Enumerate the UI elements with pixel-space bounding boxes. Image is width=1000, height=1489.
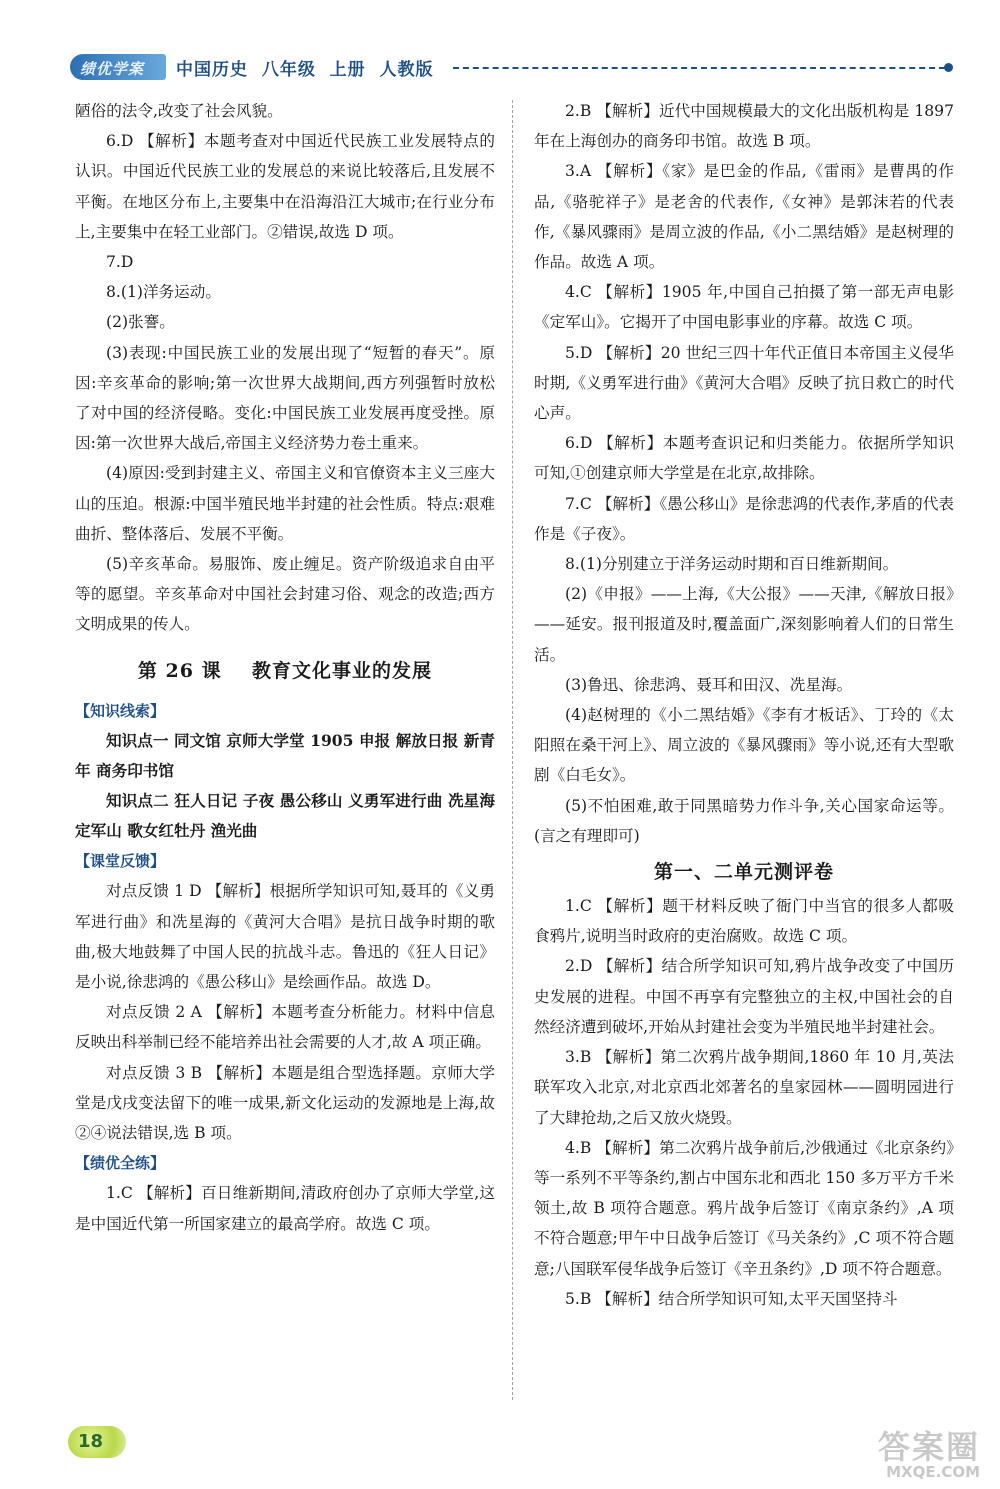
answer-7: 7.D xyxy=(106,253,134,272)
practice-answer-8-3: (3)鲁迅、徐悲鸿、聂耳和田汉、冼星海。 xyxy=(565,675,853,694)
answer-8-2: (2)张謇。 xyxy=(106,313,175,332)
header-dashed-rule xyxy=(453,67,945,69)
watermark-logo-text: 答案圈 xyxy=(877,1428,980,1466)
series-logo-text: 绩优学案 xyxy=(80,60,145,78)
page-number: 18 xyxy=(78,1431,104,1452)
header-rule-dot xyxy=(944,63,953,72)
feedback-3: 对点反馈 3 B 【解析】本题是组合型选择题。京师大学堂是戊戌变法留下的唯一成果,新文化运动的发源地是上海,故②④说法错误,选 B 项。 xyxy=(75,1063,495,1143)
practice-answer-8-1: 8.(1)分别建立于洋务运动时期和百日维新期间。 xyxy=(565,555,899,574)
left-column xyxy=(75,96,495,1239)
answer-8-3: (3)表现:中国民族工业的发展出现了“短暂的春天”。原因:辛亥革命的影响;第一次世界大战期间,西方列强暂时放松了对中国的经济侵略。变化:中国民族工业发展再度受挫。原因:第一次世界大战后,帝国主义经济势力卷土重来。 xyxy=(75,343,495,453)
practice-answer-4: 4.C 【解析】1905 年,中国自己拍摄了第一部无声电影《定军山》。它揭开了中国电影事业的序幕。故选 C 项。 xyxy=(534,283,954,332)
knowledge-point-1: 知识点一 同文馆 京师大学堂 1905 申报 解放日报 新青年 商务印书馆 xyxy=(75,730,495,780)
lesson-title: 第 26 课 教育文化事业的发展 xyxy=(137,659,433,682)
practice-answer-7: 7.C 【解析】《愚公移山》是徐悲鸿的代表作,茅盾的代表作是《子夜》。 xyxy=(534,494,954,543)
column-divider xyxy=(512,100,513,1400)
section-tag-feedback: 【课堂反馈】 xyxy=(75,852,166,871)
section-tag-practice: 【绩优全练】 xyxy=(75,1154,166,1173)
feedback-1: 对点反馈 1 D 【解析】根据所学知识可知,聂耳的《义勇军进行曲》和冼星海的《黄河大合唱》是抗日战争时期的歌曲,极大地鼓舞了中国人民的抗战斗志。鲁迅的《狂人日记》是小说,徐悲鸿的《愚公移山》是绘画作品。故选 D。 xyxy=(75,882,495,992)
right-column xyxy=(534,96,954,1314)
answer-8-4: (4)原因:受到封建主义、帝国主义和官僚资本主义三座大山的压迫。根源:中国半殖民地半封建的社会性质。特点:艰难曲折、整体落后、发展不平衡。 xyxy=(75,464,495,543)
practice-answer-8-5: (5)不怕困难,敢于同黑暗势力作斗争,关心国家命运等。(言之有理即可) xyxy=(534,796,954,845)
answer-8-1: 8.(1)洋务运动。 xyxy=(106,283,221,302)
practice-answer-1: 1.C 【解析】百日维新期间,清政府创办了京师大学堂,这是中国近代第一所国家建立的最高学府。故选 C 项。 xyxy=(75,1184,495,1233)
practice-answer-6: 6.D 【解析】本题考查识记和归类能力。依据所学知识可知,①创建京师大学堂是在北京,故排除。 xyxy=(534,434,954,483)
practice-answer-8-2: (2)《申报》——上海,《大公报》——天津,《解放日报》——延安。报刊报道及时,覆盖面广,深刻影响着人们的日常生活。 xyxy=(534,585,954,664)
answer-8-5: (5)辛亥革命。易服饰、废止缠足。资产阶级追求自由平等的愿望。辛亥革命对中国社会封建习俗、观念的改造;西方文明成果的传人。 xyxy=(75,555,495,634)
series-logo xyxy=(70,54,166,80)
unit-answer-3: 3.B 【解析】第二次鸦片战争期间,1860 年 10 月,英法联军攻入北京,对北京西北郊著名的皇家园林——圆明园进行了大肆抢劫,之后又放火烧毁。 xyxy=(534,1048,954,1127)
feedback-2: 对点反馈 2 A 【解析】本题考查分析能力。材料中信息反映出科举制已经不能培养出社会需要的人才,故 A 项正确。 xyxy=(75,1003,495,1052)
book-title: 中国历史 八年级 上册 人教版 xyxy=(176,60,434,80)
page-header xyxy=(70,52,955,84)
unit-answer-5: 5.B 【解析】结合所学知识可知,太平天国坚持斗 xyxy=(565,1289,898,1308)
site-watermark xyxy=(860,1430,980,1482)
page-number-badge xyxy=(68,1426,126,1458)
section-tag-knowledge: 【知识线索】 xyxy=(75,701,166,720)
unit-test-title: 第一、二单元测评卷 xyxy=(653,861,834,884)
watermark-url: MXQE.COM xyxy=(886,1463,980,1481)
practice-answer-5: 5.D 【解析】20 世纪三四十年代正值日本帝国主义侵华时期,《义勇军进行曲》《黄河大合唱》反映了抗日救亡的时代心声。 xyxy=(534,343,954,423)
knowledge-point-2: 知识点二 狂人日记 子夜 愚公移山 义勇军进行曲 冼星海 定军山 歌女红牡丹 渔光曲 xyxy=(75,791,495,841)
answer-6: 6.D 【解析】本题考查对中国近代民族工业发展特点的认识。中国近代民族工业的发展总的来说比较落后,且发展不平衡。在地区分布上,主要集中在沿海沿江大城市;在行业分布上,主要集中在轻工业部门。②错误,故选 D 项。 xyxy=(75,132,495,241)
left-continued-text: 陋俗的法令,改变了社会风貌。 xyxy=(75,102,283,120)
practice-answer-2: 2.B 【解析】近代中国规模最大的文化出版机构是 1897 年在上海创办的商务印书馆。故选 B 项。 xyxy=(534,102,954,151)
practice-answer-3: 3.A 【解析】《家》是巴金的作品,《雷雨》是曹禺的作品,《骆驼祥子》是老舍的代表作,《女神》是郭沫若的代表作,《暴风骤雨》是周立波的作品,《小二黑结婚》是赵树理的作品。故选 A 项。 xyxy=(534,162,954,272)
unit-answer-1: 1.C 【解析】题干材料反映了衙门中当官的很多人都吸食鸦片,说明当时政府的吏治腐败。故选 C 项。 xyxy=(534,897,954,946)
unit-answer-4: 4.B 【解析】第二次鸦片战争前后,沙俄通过《北京条约》等一系列不平等条约,割占中国东北和西北 150 多万平方千米领土,故 B 项符合题意。鸦片战争后签订《南京条约》,A 项不符合题意;甲午中日战争后签订《马关条约》,C 项不符合题意;八国联军侵华战争后签订《辛丑条约》,D 项不符合题意。 xyxy=(534,1138,954,1278)
unit-answer-2: 2.D 【解析】结合所学知识可知,鸦片战争改变了中国历史发展的进程。中国不再享有完整独立的主权,中国社会的自然经济遭到破坏,开始从封建社会变为半殖民地半封建社会。 xyxy=(534,957,954,1036)
practice-answer-8-4: (4)赵树理的《小二黑结婚》《李有才板话》、丁玲的《太阳照在桑干河上》、周立波的《暴风骤雨》等小说,还有大型歌剧《白毛女》。 xyxy=(534,706,954,785)
